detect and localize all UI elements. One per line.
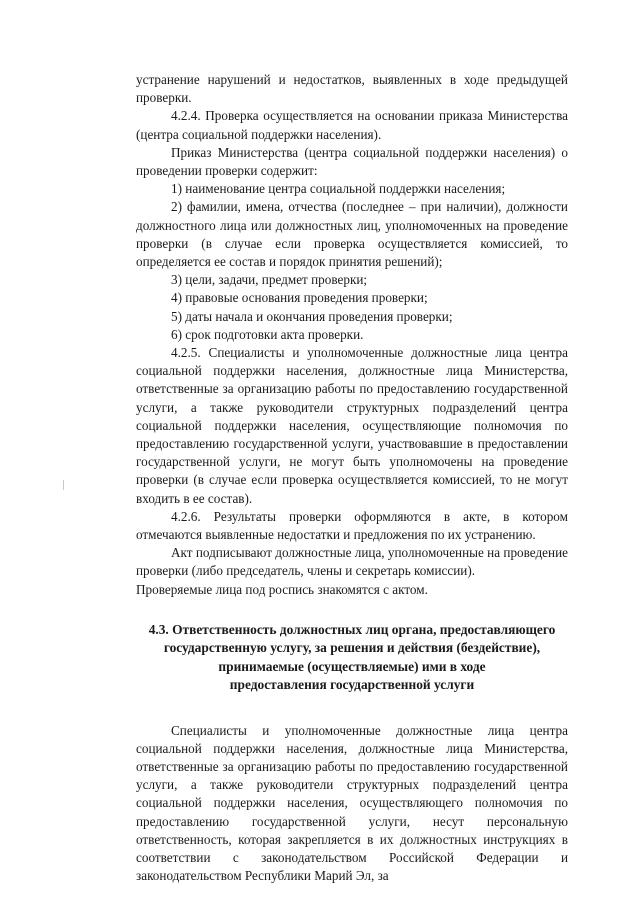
- paragraph-4-2-4: 4.2.4. Проверка осуществляется на основании приказа Министерства (центра социальной поддержки населения).: [136, 108, 568, 142]
- paragraph-4-2-5: 4.2.5. Специалисты и уполномоченные должностные лица центра социальной поддержки населения, должностные лица Министерства, ответственные за организацию работы по предоставлению государственной услуги, а также руководители структурных подразделений центра социальной поддержки населения, осуществляющие полномочия по предоставлению государственной услуги, участвовавшие в предоставлении государственной услуги, не могут быть уполномочены на проведение проверки (в случае если проверка осуществляется комиссией, то не могут входить в ее состав).: [136, 345, 568, 506]
- paragraph-act-signers: Акт подписывают должностные лица, уполномоченные на проведение проверки (либо председатель, члены и секретарь комиссии).: [136, 545, 568, 579]
- list-item-2: 2) фамилии, имена, отчества (последнее – при наличии), должности должностного лица или должностных лиц, уполномоченных на проведение проверки (в случае если проверка осуществляется комиссией, то определяется ее состав и порядок принятия решений);: [136, 199, 568, 270]
- list-item-6: 6) срок подготовки акта проверки.: [171, 326, 364, 342]
- spacer: [136, 695, 568, 722]
- document-page: [136, 71, 568, 885]
- paragraph-order-contents: Приказ Министерства (центра социальной поддержки населения) о проведении проверки содержит:: [136, 144, 568, 179]
- list-item-3: 3) цели, задачи, предмет проверки;: [171, 272, 368, 288]
- section-heading-4-3: [136, 621, 568, 695]
- list-item-4: 4) правовые основания проведения проверки;: [171, 290, 428, 306]
- margin-mark: [63, 480, 64, 490]
- paragraph-prev-inspection-tail: устранение нарушений и недостатков, выявленных в ходе предыдущей проверки.: [136, 72, 568, 106]
- section-heading-line: 4.3. Ответственность должностных лиц органа, предоставляющего: [148, 621, 556, 637]
- section-heading-line: принимаемые (осуществляемые) ими в ходе: [218, 658, 486, 674]
- list-item-5: 5) даты начала и окончания проведения проверки;: [171, 308, 453, 324]
- paragraph-section-4-3-body: Специалисты и уполномоченные должностные лица центра социальной поддержки населения, должностные лица Министерства, ответственные за организацию работы по предоставлению государственной услуги, а также руководители структурных подразделений центра социальной поддержки населения, осуществляющего полномочия по предоставлению государственной услуги, несут персональную ответственность, которая закрепляется в их должностных инструкциях в соответствии с законодательством Российской Федерации и законодательством Республики Марий Эл, за: [136, 722, 568, 884]
- section-heading-line: предоставления государственной услуги: [229, 677, 475, 693]
- section-heading-line: государственную услугу, за решения и действия (бездействие),: [163, 640, 541, 656]
- list-item-1: 1) наименование центра социальной поддержки населения;: [171, 181, 506, 197]
- paragraph-signature-acknowledgement: Проверяемые лица под роспись знакомятся с актом.: [136, 581, 428, 597]
- paragraph-4-2-6: 4.2.6. Результаты проверки оформляются в акте, в котором отмечаются выявленные недостатки и предложения по их устранению.: [136, 508, 568, 543]
